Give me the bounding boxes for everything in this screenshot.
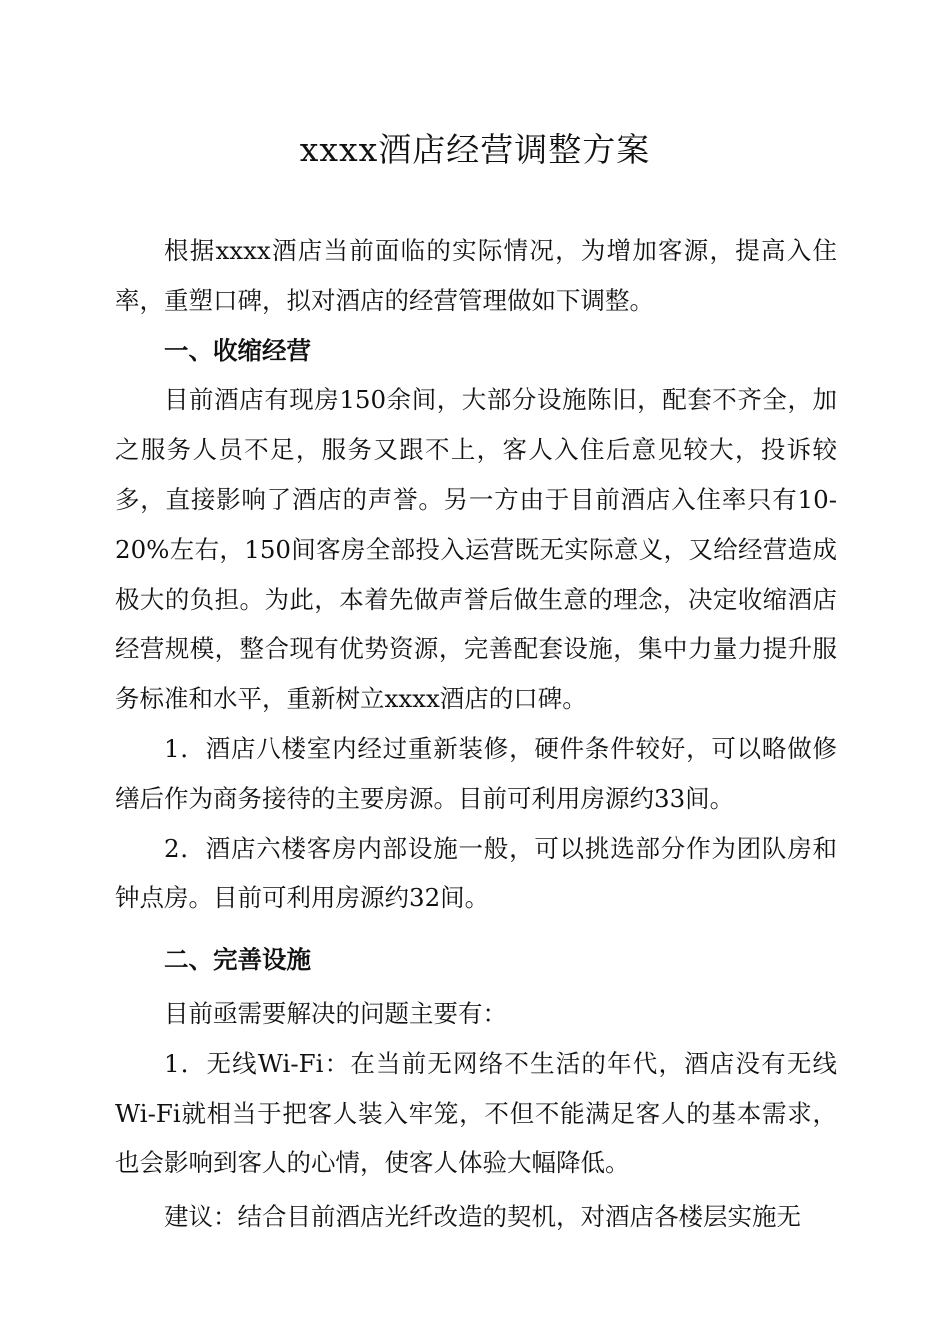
section-heading-1: 一、收缩经营 (164, 335, 311, 365)
body-paragraph: 目前亟需要解决的问题主要有： (164, 998, 507, 1028)
list-item-paragraph: 1．酒店八楼室内经过重新装修，硬件条件较好，可以略做修缮后作为商务接待的主要房源。目前可利用房源约33间。 (115, 733, 837, 813)
section-heading-2: 二、完善设施 (164, 945, 311, 975)
document-title: xxxx酒店经营调整方案 (299, 130, 651, 169)
list-item-paragraph: 1．无线Wi-Fi：在当前无网络不生活的年代，酒店没有无线Wi-Fi就相当于把客人装入牢笼，不但不能满足客人的基本需求，也会影响到客人的心情，使客人体验大幅降低。 (115, 1048, 837, 1178)
suggestion-paragraph: 建议：结合目前酒店光纤改造的契机，对酒店各楼层实施无 (164, 1202, 801, 1232)
intro-paragraph: 根据xxxx酒店当前面临的实际情况，为增加客源，提高入住率，重塑口碑，拟对酒店的经营管理做如下调整。 (115, 236, 837, 315)
list-item-paragraph: 2．酒店六楼客房内部设施一般，可以挑选部分作为团队房和钟点房。目前可利用房源约32间。 (115, 833, 837, 913)
body-paragraph: 目前酒店有现房150余间，大部分设施陈旧，配套不齐全，加之服务人员不足，服务又跟不上，客人入住后意见较大，投诉较多，直接影响了酒店的声誉。另一方由于目前酒店入住率只有10-20%左右，150间客房全部投入运营既无实际意义，又给经营造成极大的负担。为此，本着先做声誉后做生意的理念，决定收缩酒店经营规模，整合现有优势资源，完善配套设施，集中力量力提升服务标准和水平，重新树立xxxx酒店的口碑。 (115, 385, 837, 714)
document-body (115, 226, 837, 1242)
